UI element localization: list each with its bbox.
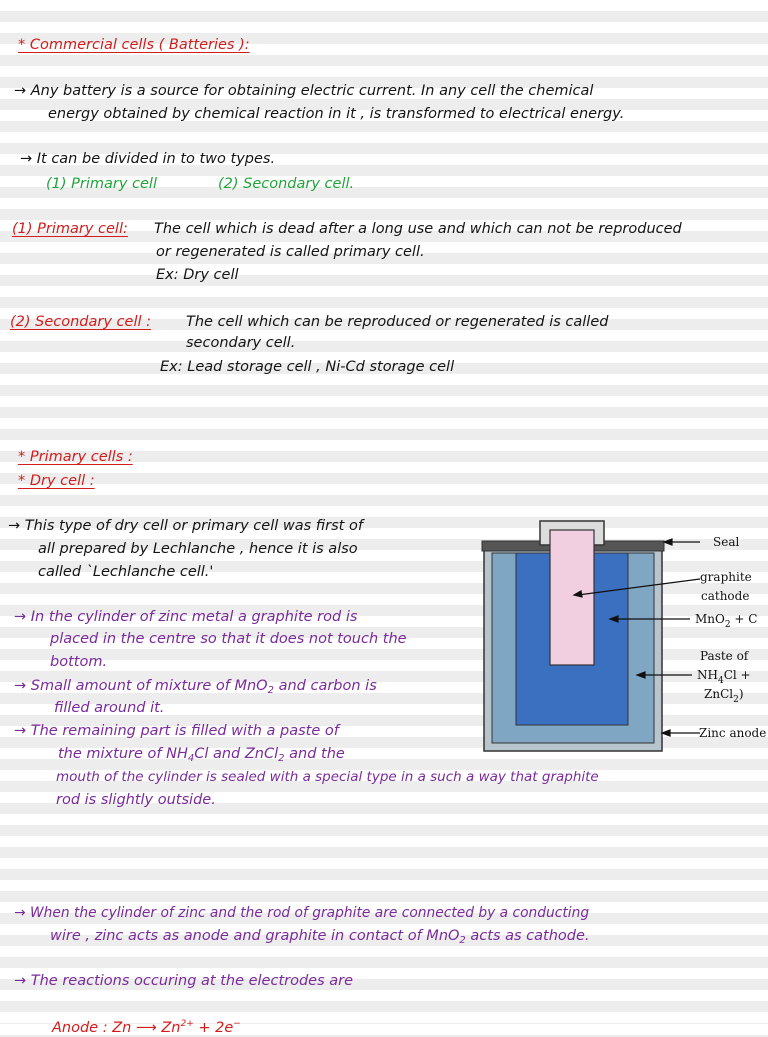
dry-cell-intro-1: → This type of dry cell or primary cell was first of bbox=[8, 518, 363, 534]
primary-cell-text-1: The cell which is dead after a long use and which can not be reproduced bbox=[154, 221, 682, 237]
secondary-cell-example: Ex: Lead storage cell , Ni-Cd storage cell bbox=[160, 359, 455, 375]
dry-cell-point-2-line-1: → Small amount of mixture of MnO$_2$ and carbon is bbox=[14, 678, 377, 696]
label-paste-1: Paste of bbox=[700, 649, 749, 663]
battery-intro-line-2: energy obtained by chemical reaction in it , is transformed to electrical energy. bbox=[48, 106, 625, 122]
dry-cell-heading: * Dry cell : bbox=[18, 473, 95, 489]
dry-cell-point-3-line-1: → The remaining part is filled with a paste of bbox=[14, 723, 339, 739]
dry-cell-intro-3: called `Lechlanche cell.' bbox=[38, 564, 214, 580]
dry-cell-point-3-line-4: rod is slightly outside. bbox=[56, 792, 216, 808]
dry-cell-intro-2: all prepared by Lechlanche , hence it is also bbox=[38, 541, 358, 557]
commercial-cells-heading: * Commercial cells ( Batteries ): bbox=[18, 37, 250, 53]
dry-cell-point-3-line-2: the mixture of $NH_4Cl$ and ZnCl$_2$ and the bbox=[58, 746, 345, 764]
label-zinc-anode: Zinc anode bbox=[699, 726, 767, 740]
dry-cell-illustration bbox=[482, 521, 664, 751]
label-paste-3: ZnCl$_2$) bbox=[704, 687, 744, 705]
electrodes-line-2: wire , zinc acts as anode and graphite in contact of MnO$_2$ acts as cathode. bbox=[50, 928, 590, 946]
types-line: → It can be divided in to two types. bbox=[20, 151, 276, 167]
dry-cell-point-1-line-2: placed in the centre so that it does not touch the bbox=[50, 631, 407, 647]
primary-cell-example: Ex: Dry cell bbox=[156, 267, 239, 283]
primary-cell-text-2: or regenerated is called primary cell. bbox=[156, 244, 425, 260]
dry-cell-point-2-line-2: filled around it. bbox=[54, 700, 165, 716]
dry-cell-point-1-line-1: → In the cylinder of zinc metal a graphite rod is bbox=[14, 609, 358, 625]
secondary-cell-text-1: The cell which can be reproduced or regenerated is called bbox=[186, 314, 609, 330]
primary-cell-label: (1) Primary cell: bbox=[12, 221, 128, 237]
type-primary: (1) Primary cell bbox=[46, 176, 157, 192]
dry-cell-diagram bbox=[478, 515, 768, 760]
electrodes-line-1: → When the cylinder of zinc and the rod of graphite are connected by a conducting bbox=[14, 905, 590, 921]
secondary-cell-label: (2) Secondary cell : bbox=[10, 314, 151, 330]
dry-cell-point-3-line-3: mouth of the cylinder is sealed with a special type in a such a way that graphite bbox=[56, 769, 599, 785]
label-graphite-1: graphite bbox=[700, 570, 752, 584]
secondary-cell-text-2: secondary cell. bbox=[186, 335, 296, 351]
graphite-rod bbox=[550, 530, 594, 665]
label-paste-2: $NH_4Cl$ + bbox=[697, 668, 751, 686]
battery-intro-line-1: → Any battery is a source for obtaining electric current. In any cell the chemical bbox=[14, 83, 594, 99]
primary-cells-heading: * Primary cells : bbox=[18, 449, 133, 465]
label-seal: Seal bbox=[713, 535, 740, 549]
electrodes-line-3: → The reactions occuring at the electrodes are bbox=[14, 973, 354, 989]
label-mno2: MnO$_2$ + C bbox=[695, 612, 758, 630]
type-secondary: (2) Secondary cell. bbox=[218, 176, 355, 192]
dry-cell-point-1-line-3: bottom. bbox=[50, 654, 108, 670]
label-graphite-2: cathode bbox=[701, 589, 750, 603]
anode-reaction-partial: Anode : Zn ⟶ $Zn^{2+} + 2e^-$ bbox=[52, 1019, 241, 1036]
